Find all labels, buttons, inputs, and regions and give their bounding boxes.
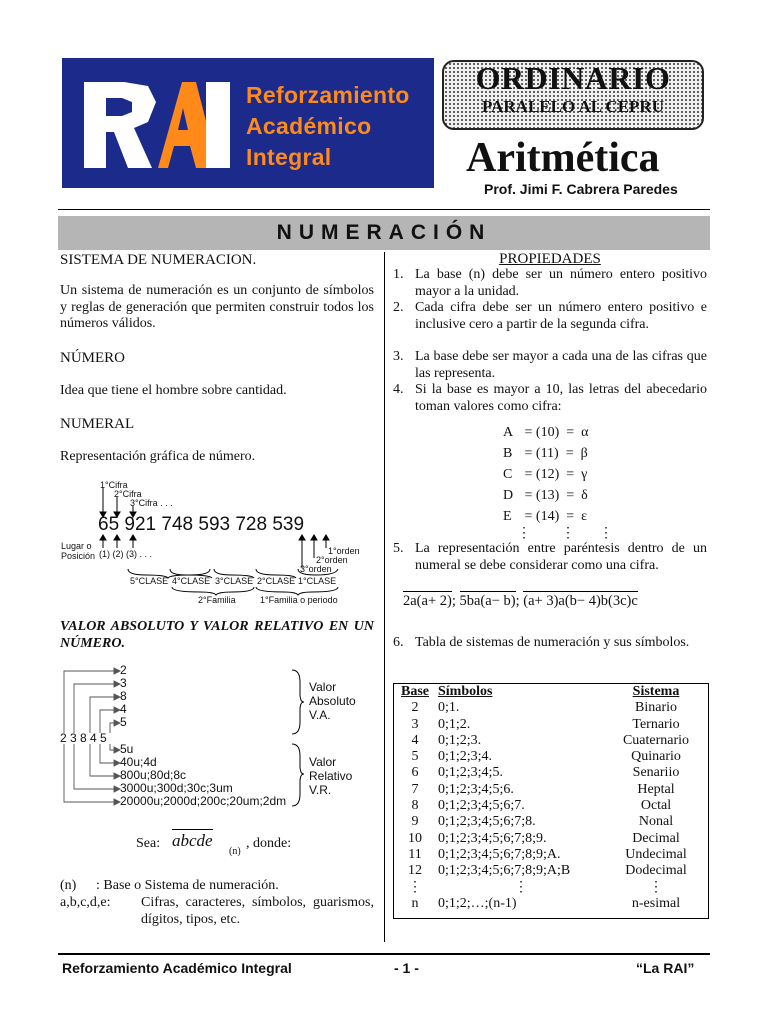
row-symbols: 0;1;2;3;4;5;6. bbox=[438, 781, 514, 797]
row-base: 12 bbox=[408, 863, 422, 879]
numero-heading: NÚMERO bbox=[60, 350, 126, 366]
absolute-value: 8 bbox=[120, 689, 127, 703]
header-base: Base bbox=[401, 684, 429, 699]
row-base: ⋮ bbox=[408, 879, 422, 895]
letter-value-dots: ⋮ ⋮ ⋮ bbox=[517, 526, 613, 541]
row-symbols: 0;1;2;3;4;5;6;7;8;9;A. bbox=[438, 846, 561, 862]
table-row bbox=[394, 717, 708, 733]
row-base: 10 bbox=[408, 830, 422, 846]
table-row bbox=[394, 700, 708, 716]
absolute-value: 4 bbox=[120, 702, 127, 716]
logo-line-2: Académico bbox=[246, 113, 372, 139]
table-row bbox=[394, 880, 708, 896]
property-text: La base (n) debe ser un número entero positivo mayor a la unidad. bbox=[415, 267, 707, 299]
row-system: Ternario bbox=[632, 716, 680, 732]
def-abc-value: Cifras, caracteres, símbolos, guarismos, dígitos, tipos, etc. bbox=[141, 895, 374, 927]
absolute-label-line: Valor bbox=[309, 680, 337, 694]
column-divider bbox=[384, 252, 385, 942]
subject-title: Aritmética bbox=[466, 135, 660, 181]
row-system: Quinario bbox=[631, 749, 681, 765]
row-base: 11 bbox=[408, 846, 422, 862]
property-text: Tabla de sistemas de numeración y sus símbolos. bbox=[415, 635, 690, 650]
absolute-value: 5 bbox=[120, 715, 127, 729]
row-system: Octal bbox=[640, 798, 672, 814]
formula-term: (a+ 3)a(b− 4)b(3c)c bbox=[523, 593, 638, 609]
table-row bbox=[394, 814, 708, 830]
badge-subtitle: PARALELO AL CEPRU bbox=[482, 97, 664, 116]
footer-right: “La RAI” bbox=[636, 960, 695, 976]
parenthesis-formula: 2a(a+ 2); 5ba(a− b); (a+ 3)a(b− 4)b(3c)c bbox=[403, 593, 638, 609]
cifra-3-label: 3°Cifra . . . bbox=[130, 498, 173, 508]
letter-value-list bbox=[503, 422, 613, 541]
relative-value: 5u bbox=[120, 742, 134, 756]
clase-5-label: 5°CLASE bbox=[130, 576, 169, 586]
row-symbols: 0;1;2;3. bbox=[438, 732, 482, 748]
header-sistema: Sistema bbox=[632, 684, 680, 699]
property-item-1: 1. La base (n) debe ser un número entero positivo mayor a la unidad. bbox=[393, 267, 707, 299]
row-symbols: 0;1;2;…;(n-1) bbox=[438, 895, 517, 911]
property-item-3: 3. La base debe ser mayor a cada una de las cifras que las representa. bbox=[393, 349, 707, 381]
formula-term: 2a(a+ 2) bbox=[403, 593, 452, 609]
clase-3-label: 3°CLASE bbox=[215, 576, 254, 586]
property-item-6: 6. Tabla de sistemas de numeración y sus símbolos. bbox=[393, 635, 707, 652]
property-text: Cada cifra debe ser un número entero positivo e inclusive cero a partir de la segunda cifra. bbox=[415, 300, 707, 332]
row-base: n bbox=[411, 895, 419, 911]
table-row bbox=[394, 798, 708, 814]
numeral-text: Representación gráfica de número. bbox=[60, 449, 256, 464]
sea-tail: , donde: bbox=[246, 836, 292, 851]
table-row bbox=[394, 733, 708, 749]
page-number: - 1 - bbox=[394, 960, 419, 976]
cifra-2-label: 2°Cifra bbox=[114, 489, 142, 499]
table-header-row bbox=[394, 684, 708, 700]
va-vr-braces-icon bbox=[288, 668, 306, 808]
row-base: 6 bbox=[411, 765, 419, 781]
absolute-value: 3 bbox=[120, 676, 127, 690]
clase-2-label: 2°CLASE bbox=[257, 576, 296, 586]
property-item-5: 5. La representación entre paréntesis dentro de un numeral se debe considerar como una cifra. bbox=[393, 541, 707, 573]
numero-text: Idea que tiene el hombre sobre cantidad. bbox=[60, 383, 287, 398]
row-symbols: 0;1;2. bbox=[438, 716, 471, 732]
row-base: 9 bbox=[411, 814, 419, 830]
row-symbols: 0;1;2;3;4;5;6;7;8;9. bbox=[438, 830, 547, 846]
absolute-label bbox=[309, 680, 356, 722]
systems-table-box bbox=[393, 683, 709, 919]
row-symbols: 0;1;2;3;4;5. bbox=[438, 765, 503, 781]
absolute-values bbox=[120, 664, 127, 729]
row-system: Nonal bbox=[638, 814, 674, 830]
footer-left: Reforzamiento Académico Integral bbox=[62, 960, 292, 976]
table-row bbox=[394, 831, 708, 847]
absolute-label-line: V.A. bbox=[309, 708, 331, 722]
orden-1-label: 1°orden bbox=[328, 546, 360, 556]
property-text: La representación entre paréntesis dentro de un numeral se debe considerar como una cifra. bbox=[415, 541, 707, 573]
row-symbols: 0;1;2;3;4;5;6;7;8;9;A;B bbox=[438, 863, 571, 879]
row-system: Heptal bbox=[637, 781, 675, 797]
posicion-marks: (1) (2) (3) . . . bbox=[99, 549, 153, 559]
property-item-4: 4. Si la base es mayor a 10, las letras del abecedario toman valores como cifra: bbox=[393, 382, 707, 414]
absolute-value: 2 bbox=[120, 663, 127, 677]
sistema-heading: SISTEMA DE NUMERACION. bbox=[60, 252, 257, 268]
relative-value: 800u;80d;8c bbox=[120, 768, 187, 782]
letter-value-row: C = (12) = γ bbox=[503, 467, 588, 482]
logo-line-1: Reforzamiento bbox=[246, 82, 410, 108]
lugar-label: Lugar o bbox=[61, 541, 92, 551]
def-n-key: (n) bbox=[60, 878, 77, 893]
row-symbols: 0;1;2;3;4. bbox=[438, 749, 493, 765]
propiedades-heading: PROPIEDADES bbox=[499, 251, 601, 267]
letter-value-row: E = (14) = ε bbox=[503, 509, 588, 524]
row-system: Undecimal bbox=[625, 846, 687, 862]
row-system: Senariio bbox=[632, 765, 680, 781]
systems-table bbox=[394, 684, 708, 912]
sea-numeral: abcde bbox=[172, 831, 213, 850]
orden-3-label: 3°orden bbox=[300, 564, 332, 574]
property-text: La base debe ser mayor a cada una de las cifras que las representa. bbox=[415, 349, 707, 381]
clase-1-label: 1°CLASE bbox=[298, 576, 337, 586]
row-system: Cuaternario bbox=[622, 732, 690, 748]
row-system: Decimal bbox=[632, 830, 680, 846]
systems-table-body bbox=[394, 700, 708, 912]
familia-2-label: 2°Familia bbox=[198, 595, 236, 605]
relative-label bbox=[309, 755, 352, 797]
logo-text bbox=[246, 80, 410, 173]
posicion-label: Posición bbox=[61, 551, 96, 561]
header-rule bbox=[58, 209, 710, 210]
property-item-2: 2. Cada cifra debe ser un número entero positivo e inclusive cero a partir de la segunda cifra. bbox=[393, 300, 707, 332]
table-row bbox=[394, 765, 708, 781]
table-row bbox=[394, 863, 708, 879]
row-system: n-esimal bbox=[631, 895, 681, 911]
professor-name: Prof. Jimi F. Cabrera Paredes bbox=[484, 181, 678, 197]
familia-1-label: 1°Familia o periodo bbox=[260, 595, 338, 605]
letter-value-row: D = (13) = δ bbox=[503, 488, 588, 503]
header-simbolos: Símbolos bbox=[438, 684, 493, 699]
relative-values bbox=[120, 743, 286, 808]
row-base: 5 bbox=[411, 749, 419, 765]
table-row bbox=[394, 847, 708, 863]
def-n-value: : Base o Sistema de numeración. bbox=[96, 878, 279, 893]
digits-number: 2 3 8 4 5 bbox=[60, 731, 107, 745]
footer-rule bbox=[58, 953, 710, 955]
row-symbols: 0;1;2;3;4;5;6;7. bbox=[438, 798, 525, 814]
sample-number: 65 921 748 593 728 539 bbox=[98, 514, 305, 535]
rai-logo-icon bbox=[78, 72, 238, 176]
logo-line-3: Integral bbox=[246, 144, 332, 170]
sistema-text: Un sistema de numeración es un conjunto de símbolos y reglas de generación que permiten construir todos los números válidos. bbox=[60, 283, 374, 331]
row-symbols: 0;1. bbox=[438, 700, 460, 716]
section-banner: NUMERACIÓN bbox=[58, 216, 710, 250]
row-symbols: 0;1;2;3;4;5;6;7;8. bbox=[438, 814, 536, 830]
formula-term: 5ba(a− b) bbox=[459, 593, 516, 609]
letter-value-row: B = (11) = β bbox=[503, 446, 588, 461]
relative-value: 20000u;2000d;200c;20um;2dm bbox=[120, 794, 287, 808]
table-row bbox=[394, 749, 708, 765]
letter-value-row: A = (10) = α bbox=[503, 425, 589, 440]
table-row bbox=[394, 782, 708, 798]
row-system: Dodecimal bbox=[625, 863, 687, 879]
relative-label-line: Relativo bbox=[309, 769, 353, 783]
absolute-label-line: Absoluto bbox=[309, 694, 356, 708]
relative-label-line: V.R. bbox=[309, 783, 332, 797]
row-base: 7 bbox=[411, 781, 419, 797]
row-symbols: ⋮ bbox=[514, 879, 528, 895]
badge-title: ORDINARIO bbox=[475, 60, 671, 96]
row-system: ⋮ bbox=[649, 879, 663, 895]
relative-value: 40u;4d bbox=[120, 755, 157, 769]
row-system: Binario bbox=[635, 700, 677, 716]
posicion-arrows-icon bbox=[95, 534, 145, 550]
table-row bbox=[394, 896, 708, 912]
numeral-heading: NUMERAL bbox=[60, 416, 135, 432]
property-text: Si la base es mayor a 10, las letras del abecedario toman valores como cifra: bbox=[415, 382, 707, 414]
row-base: 2 bbox=[411, 700, 419, 716]
relative-label-line: Valor bbox=[309, 755, 337, 769]
clase-4-label: 4°CLASE bbox=[172, 576, 211, 586]
valor-heading: VALOR ABSOLUTO Y VALOR RELATIVO EN UN NÚMERO. bbox=[60, 619, 374, 651]
row-base: 4 bbox=[411, 732, 419, 748]
sea-label: Sea: bbox=[136, 836, 161, 851]
orden-2-label: 2°orden bbox=[316, 555, 348, 565]
def-abc-key: a,b,c,d,e: bbox=[60, 895, 111, 910]
relative-value: 3000u;300d;30c;3um bbox=[120, 781, 233, 795]
row-base: 3 bbox=[411, 716, 419, 732]
cifra-1-label: 1°Cifra bbox=[100, 480, 128, 490]
sea-base: (n) bbox=[229, 846, 241, 857]
row-base: 8 bbox=[411, 798, 419, 814]
